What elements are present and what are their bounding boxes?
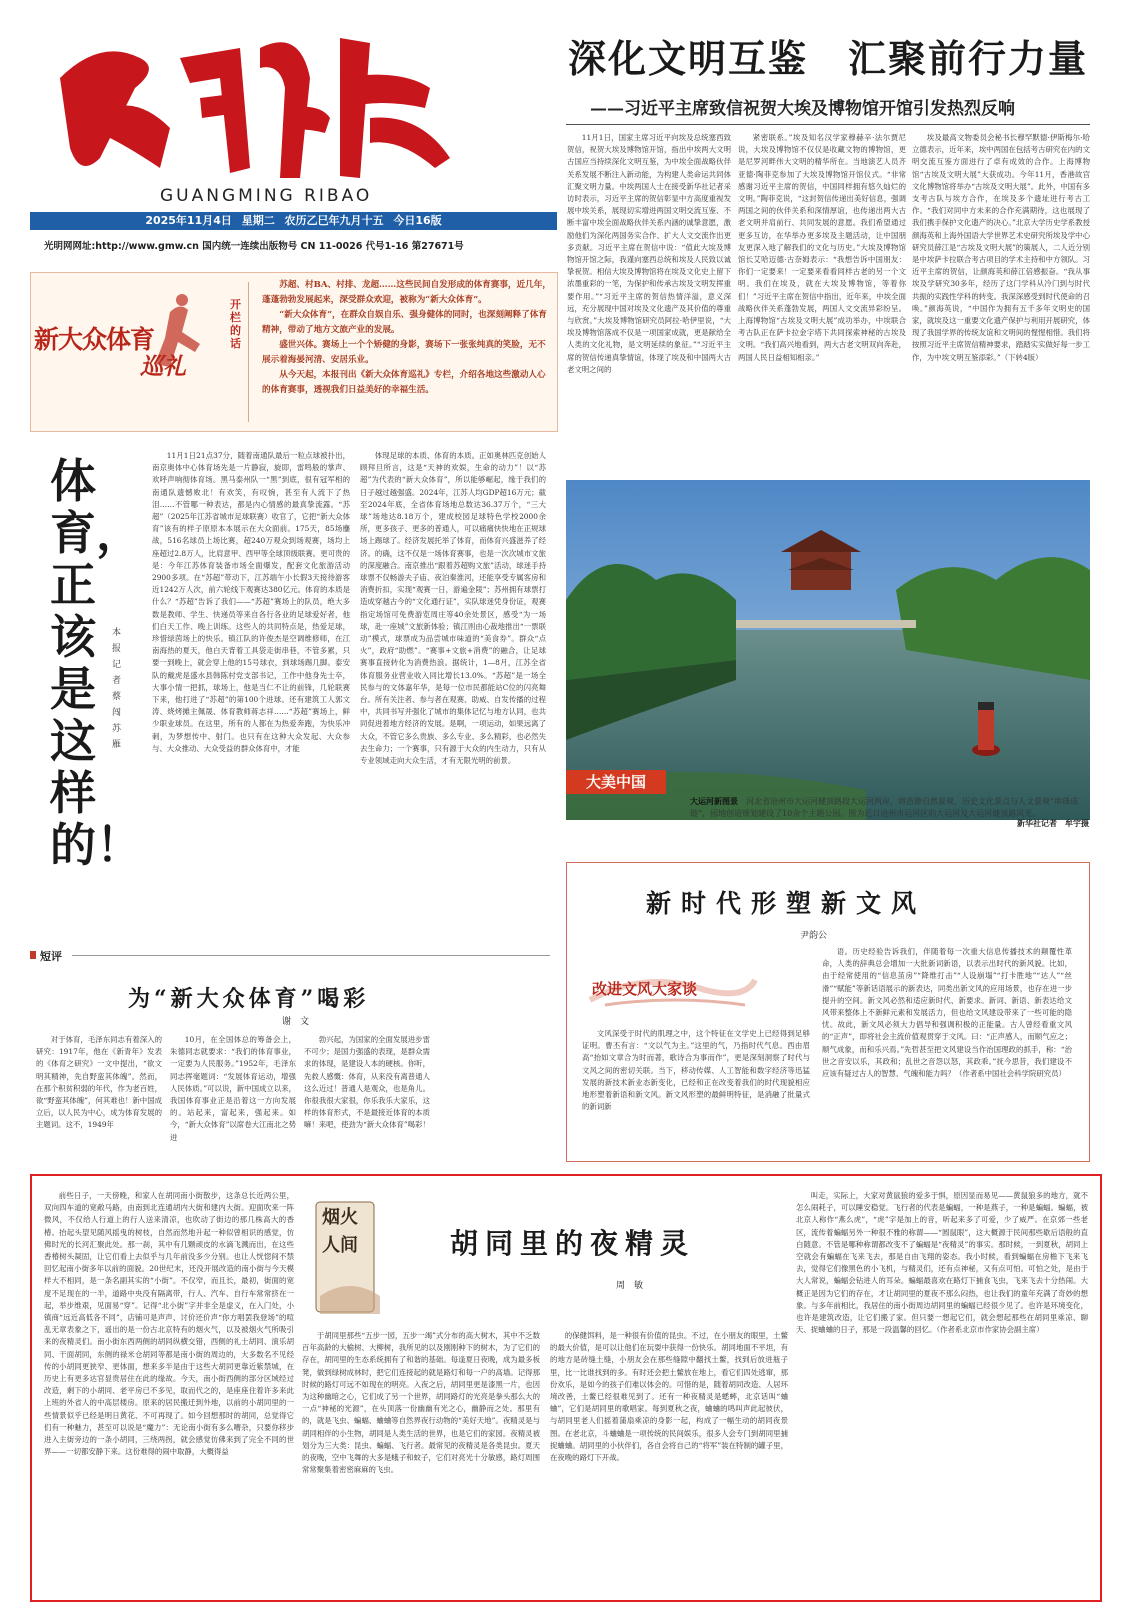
top-story-rule (566, 124, 1090, 125)
commentary-column-3: 勃兴起，为国家的全面发展进步雷不可少；是国力强盛的表现，是群众需求的体现，是建设人本的硬核。你听，先救人感慨：体育，从来没有离普通人这么近过！普通人是观众，也是角儿。你很我很大家很，你乐我乐大家乐，这样的体育形式，不是最接近体育的本质嘛！来吧，使劲为“新大众体育”喝彩！ (304, 1035, 430, 1130)
night-story-column-1: 前些日子，一天傍晚，和家人在胡同南小街散步，这条总长近两公里，双向四车道的宽敞马路，由南到北连通胡内大街和建内大街。迎面吹来一阵微风，不仅给人行道上的行人送来清凉，也吹动了街边的那几株高大的香椿。抬起头望见随风摇曳的树枝，自然而然地升起一种似曾相识的感觉，仿佛时光的长河汇聚此处。那一刹，其中有几颗顽皮的水滴飞溅而出，在这些香椿树头凝固，让它们看上去似乎与几年前没多少分别。也让人恍惚间不禁回忆起南小街多年以前的面貌。20世纪末，还没开展改造的南小街与今天模样大不相同，是一条名副其实的“小街”。不仅窄，而且长，最初，街面的宽度不足现在的一半，道路中央没有隔离带，行人、汽车、自行车常常挤在一起，举步维艰，见面易“穿”。记得“北小街”字并非全是虚义，在入门处，小镇商“远近高低各不同”，店铺可是声声、讨价还价声“你方唱罢我登场”的喧乱无章表象之下，遥出的是一份古北京特有的烟火气，以及被烟火气所吸引来的夜精灵们。南小街东西两侧的胡同纵横交错，西侧的礼士胡同、演乐胡同、干面胡同，东侧的禄米仓胡同等都是南小街的周边的，大多数名不见经传的小胡同更狭窄、更体面，想来多半是由于这些大胡同更靠近紫禁城，在历史上有更多达官显贵居住在此的缘故。今天，南小街西侧的部分区域经过改造，剩下的小胡同、老平房已不多见，取而代之的，是座座住着许多来此上班的外省人的中高层楼房。原来的居民搬迁到外地，以前的小胡同里的一些情景似乎已经是明日黄花、不可再现了。如今回想那时的胡同，总觉得它们有一种魅力，甚至可以说是“魔力”：无论南小街有多么嘈杂，只要你移步进入主街旁边的一条小胡同，三绕两拐，就会感觉仿佛来到了完全不同的世界——一切都安静下来。这份难得的闹中取静，大概得益 (44, 1191, 294, 1457)
short-comment-tag: 短评 (40, 950, 62, 963)
masthead-pinyin: GUANGMING RIBAO (160, 186, 373, 206)
commentary-column-2: 10月，在全国体总的筹备会上，朱德同志就要求：“我们的体育事业，一定要为人民服务。”1952年，毛泽东同志挥毫题词：“发展体育运动，增强人民体质。”可以说，新中国成立以来，我国体育事业正是沿着这一方向发展的。站起来，富起来，强起来。如今，“新大众体育”以席卷大江南北之势迸 (170, 1035, 296, 1142)
canal-landscape-image (566, 480, 1090, 820)
new-era-column-1: 文风深受于时代的肌理之中，这个特征在文学史上已经得到足够证明。曹丕有言：“文以气为主。”这里的气，乃指时代气息。西由眉高“抬如文章合为时而著，歌诗合为事而作”，更是深刻洞察了时代与文风之间的密切关联。当下，移动传媒、人工智能和数字经济等迅猛发展的新技术新业态新变化，已经和正在改变着我们的时代现貌相应地形塑着新语和新文风。新文风形塑的最鲜明特征，是消融了批量式的新词新 (582, 1029, 810, 1112)
column-divider (248, 282, 249, 422)
masthead-logo (40, 18, 460, 188)
top-story-column-2: 紧密联系。”埃及知名汉学家穆赫辛·法尔贾尼说，大埃及博物馆不仅仅是收藏文物的博物馆，更是尼罗河畔伟大文明的精华所在。当地演艺人员齐亚德·陶菲克参加了大埃及博物馆开馆仪式。“非常感谢习近平主席的贺信，中国同样拥有悠久灿烂的文明。”陶菲克说，“这封贺信传递出美好信息，强调两国之间的伙伴关系和深情厚谊，也传递出两大古老文明并肩前行、共同发展的意愿。我们希望通过更多互访，在华举办更多埃及主题活动，让中国朋友更深入地了解我们的文化与历史。”大埃及博物馆馆长艾哈迈德·古奈姆表示：“我想告诉中国朋友：你们一定要来！一定要来看看同样古老的另一个文明。我们在埃及，就在大埃及博物馆，等着你们！”习近平主席在贺信中指出，近年来，中埃全面战略伙伴关系蓬勃发展，两国人文交流异彩纷呈。上海博物馆“古埃及文明大展”成功举办，中埃联合考古队正在萨卡拉金字塔下共同探索神秘的古埃及文明。“我们高兴地看到，两大古老文明双向奔赴，两国人民日益相知相亲。” (738, 133, 906, 362)
top-story-column-1: 11月1日，国家主席习近平向埃及总统塞西致贺信，祝贺大埃及博物馆开馆，指出中埃两大文明古国应当持续深化文明互鉴，为中埃全面战略伙伴关系发展不断注入新动能，为构建人类命运共同体汇聚文明力量。中埃两国人士在接受新华社记者采访时表示，习近平主席的贺信彰显中方高度重视发展中埃关系，展现切实增进两国文明交流互鉴、不断丰富中埃全面战略伙伴关系内涵的诚挚意愿，激励他们为深化两国务实合作、扩大人文交流作出更多贡献。习近平主席在贺信中说：“值此大埃及博物馆开馆之际，我谨向塞西总统和埃及人民致以诚挚祝贺。相信大埃及博物馆将在埃及文化史上留下浓墨重彩的一笔，为保护和传承古埃及文明发挥重要作用。”“习近平主席的贺信热情洋溢，意义深远，充分展现中国对埃及文化遗产及其价值的尊重与欣赏。”大埃及博物馆研究员阿拉·哈伊里说，“大埃及博物馆落成不仅是一项国家成就，更是献给全人类的文化礼物，是文明延续的象征。”“习近平主席的贺信传递真挚情谊，体现了埃及和中国两大古老文明之间的 (567, 133, 731, 374)
publication-info-line: 光明网网址:http://www.gmw.cn 国内统一连续出版物号 CN 11-0026 代号1-16 第27671号 (44, 241, 464, 252)
top-story-title: 深化文明互鉴 汇聚前行力量 (568, 36, 1089, 81)
photo-section-badge: 大美中国 (566, 770, 666, 794)
night-story-byline: 周 敏 (616, 1281, 644, 1291)
commentary-column-1: 对于体育，毛泽东同志有着深入的研究：1917年，他在《新青年》发表的《体育之研究》一文中提出，“欲文明其精神，先自野蛮其体魄”。然而，在那个积贫积弱的年代，作为老百姓，欲“野蛮其体魄”，何其难也！新中国成立后，以人民为中心，成为体育发展的主题词。这不，1949年 (36, 1035, 162, 1130)
night-story-column-3: 的保健饵料，是一种很有价值的昆虫。不过，在小朋友的眼里，土鳖的最大价值，是可以让他们在玩耍中获得一份快乐。胡同地面不平坦，有的地方是砖缝土缝，小朋友会在那些缝隙中翻找土鳖，找到后放进瓶子里，比一比谁找到的多。有时还会把土鳖放在地上，看它们四处逃窜，那份欢乐，是如今的孩子们难以体会的。可惜的是，随着胡同改造、人居环境改善，土鳖已经很难见到了。还有一种夜精灵是蟋蟀，北京话叫“蛐蛐”，它们是胡同里的歌唱家。每到夏秋之夜，蛐蛐的鸣叫声此起彼伏，与胡同里老人们摇着蒲扇乘凉的身影一起，构成了一幅生动的胡同夜景图。在老北京，斗蛐蛐是一项传统的民间娱乐，很多人会专门到胡同里捕捉蛐蛐。胡同里的小伙伴们，各自会将自己的“将军”装在特制的罐子里，在夜晚的路灯下开战。 (550, 1331, 788, 1463)
photo-caption: 大运河新图景 河北省沧州市大运河健顶路段大运河两岸，将浩渺自然景观、历史文化景点与人文景观“串珠成链”，园地创造规划建设了10余个主题公园。图为近日沧州市运河区的大运河及大运河健顶路风光。 (690, 796, 1079, 818)
new-era-title: 新时代形塑新文风 (646, 889, 927, 918)
top-story-subtitle: ——习近平主席致信祝贺大埃及博物馆开馆引发热烈反响 (590, 99, 1015, 119)
short-comment-rule (72, 955, 550, 956)
sports-story-column-1: 11月1日21点37分，随着南通队最后一粒点球被扑出，南京奥体中心体育场先是一片静寂，旋即，雷鸣般的掌声、欢呼声响彻体育场。黑马泰州队一“黑”到底，很有冠军相的南通队遗憾败北！有欢笑，有叹惋，甚至有人流下了热泪……不管哪一种表达，都是内心情感的最真挚流露。“苏超”（2025年江苏省城市足球联赛）收官了，它把“新大众体育”该有的样子原原本本展示在大众面前。175天，85场鏖战，516名球员上场比赛，超240万观众到场观赛，场均上座超过2.8万人，比肩意甲、西甲等全球顶级联赛。更可贵的是：今年江苏体育装备市场全面爆发，配套文化旅游活动2900多项。在“苏超”带动下，江苏端午小长假3天接待游客近1242万人次，前六轮线下观赛达380亿元。体育的本质是什么？“苏超”告诉了我们——“苏超”赛场上的队员，绝大多数是教师、学生、快递员等来自各行各业的足球爱好者，他们白天工作、晚上训练。这些人的共同特点是，热爱足球，珍惜绿茵场上的快乐。镇江队的许俊杰是空调维修师，在江南海热的夏天，他白天背着工具袋走街串巷，不管多累，只要一到晚上，就会穿上他的15号球衣，到球场踢几脚。泰安队的戴虎是盛水县韩陈村党支部书记，工作中他身先士卒，大事小情一把抓，球场上，他是当仁不让的前锋，几轮联赛下来，他打进了“苏超”的第100个进球。还有建筑工人郭文涛、烧烤摊主佩晟、体育教师蒋志祥……“苏超”赛场上，鲜少职业球员。在这里，所有的人都在为热爱奔跑，为快乐冲刺，为梦想传中、射门。也只有在这种大众发起、大众参与、大众推动、大众受益的群众体育中，才能 (152, 451, 350, 753)
column-badge-text: 改进文风大家谈 (592, 980, 698, 998)
top-story-column-3: 埃及最高文物委员会秘书长穆罕默德·伊斯梅尔·哈立德表示，近年来，埃中两国在包括考古研究在内的文明交流互鉴方面进行了卓有成效的合作。上海博物馆“古埃及文明大展”大获成功。今年11月，香港故宫文化博物馆将举办“古埃及文明大展”。此外，中国有多支考古队与埃方合作，在埃及多个遗址进行考古工作。“我们对同中方未来的合作充满期待，这也展现了我们携手保护文化遗产的决心。”北京大学历史学系教授颜海英和上海外国语大学世界艺术史研究所埃及学中心研究员薛江是“古埃及文明大展”的策展人，二人近分别是中埃萨卡拉联合考古项目的学术主持和中方领队。习近平主席的贺信，让颜海英和薛江倍感振奋。“我从事埃及学研究30多年，经历了这门学科从冷门到与时代共振的实践性学科的转变。我深深感受到时代使命的召唤。”颜海英说，“中国作为拥有五千多年文明史的国家，就埃及这一重要文化遗产保护与利用开展研究，体现了我国学界的传统友谊和文明间的惺惺相惜。我们将按照习近平主席贺信精神要求，踏踏实实做好每一步工作，为中埃文明互鉴添彩。”（下转4版） (912, 133, 1090, 362)
sports-story-byline: 本报记者 蔡闯 苏雁 (112, 628, 122, 750)
new-era-byline: 尹韵公 (800, 931, 828, 941)
column-emblem-text: 烟火人间 (322, 1207, 358, 1256)
column-intro-label: 开栏的话 (230, 298, 241, 350)
night-story-title: 胡同里的夜精灵 (450, 1227, 696, 1260)
grand-canal-photo (566, 480, 1090, 820)
column-intro-text: 苏超、村BA、村排、龙超……这些民间自发形成的体育赛事，近几年，蓬蓬勃勃发展起来，深受群众欢迎，被称为“新大众体育”。 “新大众体育”，在群众自娱自乐、强身健体的同时，也深刻阐释了体育精神，带动了地方文旅产业的发展。 盛世兴体。赛场上一个个矫健的身影，赛场下一张张纯真的笑脸，无不展示着海晏河清、安居乐业。 从今天起，本报刊出《新大众体育巡礼》专栏，介绍各地这些激动人心的体育赛事，透视我们日益美好的幸福生活。 (262, 280, 551, 395)
date-bar: 2025年11月4日 星期二 农历乙巳年九月十五 今日16版 (30, 212, 557, 230)
photo-credit: 新华社记者 牟宇摄 (1017, 818, 1089, 828)
sports-story-column-2: 体现足球的本质、体育的本质。正如奥林匹克创始人顾拜旦所言，这是“天神的欢娱，生命的动力”！以“苏超”为代表的“新大众体育”，所以能够崛起，缘于我们的日子越过越强盛。2024年，江苏人均GDP超16万元；截至2024年底，全省体育场地总数达36.37万个，“三大球”场地达8.18万个，建成校园足球特色学校2000余所，更多孩子、更多的普通人，可以痛痛快快地在正规球场上踢球了。经济发展托举了体育，而体育兴盛滋养了经济。的确，这不仅是一场体育赛事，也是一次次城市文旅的深度融合。南京推出“跟着苏超购文旅”活动，球迷手持球票不仅畅游夫子庙、夜泊秦淮河，还能享受专属客房和消费折扣，实现“观赛一日，游遍金陵”；苏州拥有球票打造成穿越古今的“文化通行证”，实队球迷凭身份证，观赛指定场馆可免费游览周庄等40余处景区，感受“为一场球，赴一座城”文旅新体验；镇江则由心裁地推出“一票联动”模式，球票成为品尝城市味道的“美食券”。群众“点火”，政府“助燃”。“赛事+文旅+消费”的融合，让足球赛事直接转化为消费热浪。据统计，1—8月，江苏全省体育服务业营业收入同比增长13.0%。“苏超”是一场全民参与的文体嘉年华，是每一位市民都能站C位的闪亮舞台。所有关注者、参与者在观赛、助威、自发传播的过程中，共同书写并强化了城市的集体记忆与地方认同，也共同促进着地方经济的发展。是啊，一项运动，如果远离了大众，不管它多么贵族、多么专业、多么精彩，也必然失去生命力；一个赛事，只有源于大众的内生动力，只有从专业领域走向大众生活，才有无限光明的前景。 (360, 451, 546, 766)
column-title: 新大众体育 (34, 325, 155, 354)
commentary-title: 为“新大众体育”喝彩 (128, 986, 370, 1012)
column-title-script: 巡礼 (140, 353, 186, 380)
commentary-byline: 谢 文 (282, 1017, 310, 1027)
night-story-column-4: 叫走，实际上，大家对黄鼠狼的爱多于惧，原因显而易见——黄鼠狼多的地方，就不怎么闹耗子，可以睡安稳觉。飞行者的代表是蝙蝠，一种是燕子，一种是蝙蝠。蝙蝠，被北京人称作“燕么虎”，“虎”字是加上的音，听起来多了可爱，少了威严。在京郊一些老区，流传着蝙蝠另外一种很不雅的称谓——“圆鼠眼”，这大概源于民间那些歇后语般的直白随意。不管是哪种称谓都改变不了蝙蝠是“夜精灵”的事实。那时候，一到夏秋，胡同上空就会有蝙蝠在飞来飞去，那是自由飞翔的姿态。我小时候，看到蝙蝠在房檐下飞来飞去，觉得它们像黑色的小飞机，与精灵们，还有点神秘，又有点可怕。可怕之处，是由于大人常说，蝙蝠会钻进人的耳朵。蝙蝠最喜欢在路灯下捕食飞虫，飞来飞去十分热闹。大概正是因为它们的存在，才让胡同里的夏夜不那么闷热，也让我们的童年充满了奇妙的想象。与多年前相比，我居住的南小街周边胡同里的蝙蝠已经很少见了。也许是环境变化，也许是建筑改造，让它们搬了家。但只要一想起它们，就会想起那些在胡同里乘凉、聊天、捉蛐蛐的日子，那是一段温馨的回忆。（作者系北京市作家协会副主席） (796, 1191, 1088, 1335)
new-era-column-2: 语。历史经验告诉我们，伴随着每一次重大信息传播技术的颠覆性革命，人类的辞典总会增加一大批新词新语，以表示出时代的新风貌。比如，由于经常使用的“信息茧房”“降维打击”“人设崩塌”“打卡胜地”“达人”“丝滑”“赋能”等新话语展示的新表达，同类出新文风的应用场景，也存在进一步提升的空间。新文风必然和适应新时代、新要求。新词、新语、新表达给文风带来整体上不新鲜元素和发展活力，但也给文风建设带来了一些可能的隐忧。故此，新文风必须大力倡导和强调积极的正能量。古人曾经看重文风的“正声”，即将社会主流价值观贯穿于文风。曰：“正声感人，而顺气应之；顺气成象，而和乐兴焉。”先哲甚至把文风建设当作治国理政的抓手，称：“治世之音安以乐，其政和；乱世之音怨以怒，其政乖。”抚今思昔，我们建设不应该有疑过古人的智慧、气魄和能力吗？（作者系中国社会科学院研究员） (822, 947, 1072, 1079)
newspaper-calligraphy-logo (40, 18, 460, 188)
sports-story-headline: 体育，正该是这样的！ (50, 454, 142, 872)
short-comment-marker (30, 951, 36, 959)
night-story-column-2: 于胡同里那些“五步一园，五步一竭”式分布的高大树木，其中不乏数百年高龄的大榆树、大柳树，我所见的以及刚刚种下的树木，为了它们的存在，胡同里的生态系统拥有了和谐的基础。每逢夏日夜晚，成为最多板凳，做到绿树成林时，把它们连接起的就是路灯和每一户的高墙。记得那时候的路灯可远不如现在的明亮。入夜之后，胡同里更是漆黑一片，也因为这种幽暗之心，它们成了另一个世界，胡同路灯的光亮是拳头那么大的一点“神秘的光源”，在头顶落一份幽幽有光之心，幽静而之处。那里有的，就是飞虫、蝙蝠、蛐蛐等自然界夜行动物的“美好天地”。夜精灵是与胡同相伴的小生物，胡同是人类生活的世界，也是它们的家园。夜精灵被划分为三大类：昆虫、蝙蝠、飞行者。最常见的夜精灵是各类昆虫。夏天的夜晚，空中飞舞的大多是蛾子和蚊子，它们对亮光十分敏感，路灯周围常常聚集着密密麻麻的飞虫。 (302, 1331, 540, 1475)
